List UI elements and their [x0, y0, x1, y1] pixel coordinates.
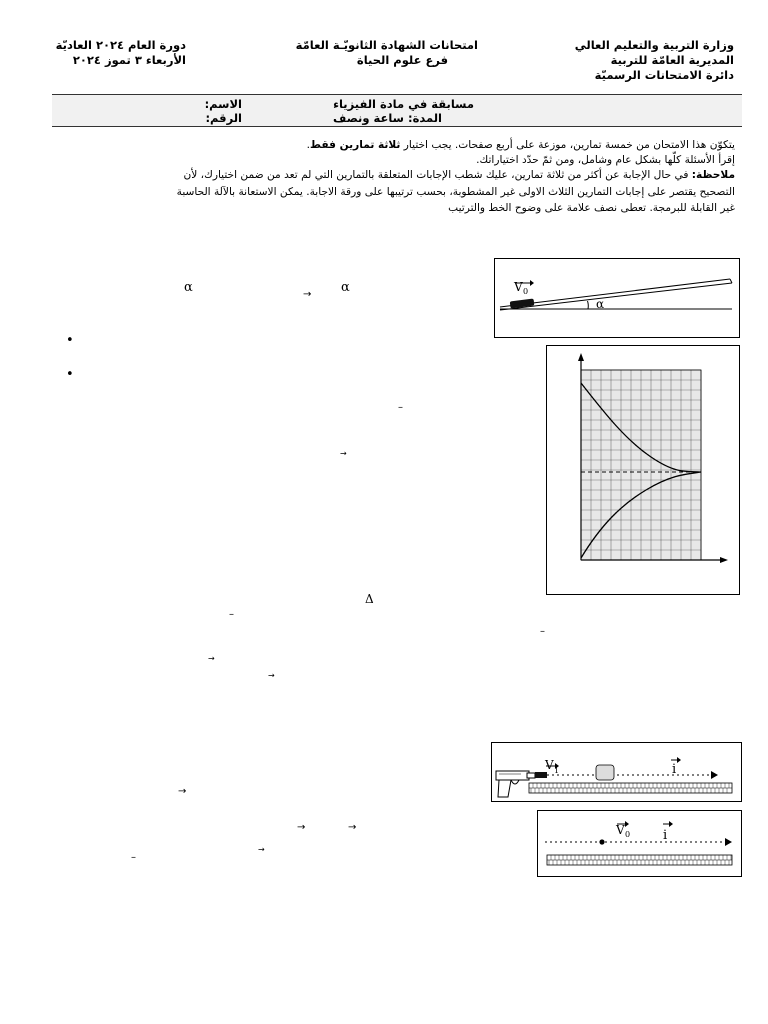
unit-vector-label: i — [663, 828, 668, 843]
point-floor-figure — [537, 810, 742, 877]
arrow-mark: → — [258, 845, 265, 854]
duration-label: المدة: ساعة ونصف — [333, 111, 442, 125]
header-department: دائرة الامتحانات الرسميّة — [594, 68, 734, 82]
velocity-subscript: 0 — [625, 830, 631, 839]
dash-mark: – — [131, 852, 136, 863]
floor-surface — [529, 783, 732, 793]
floor-surface — [547, 855, 732, 865]
unit-vector-label: i — [672, 762, 677, 777]
header-ministry: وزارة التربية والتعليم العالي — [574, 38, 734, 52]
bullet-point: • — [66, 333, 74, 348]
arrow-mark: → — [178, 786, 187, 797]
bullet-point: • — [66, 367, 74, 382]
arrow-mark: → — [297, 822, 306, 833]
header-session: دورة العام ٢٠٢٤ العاديّة — [55, 38, 186, 52]
gun-block-figure — [491, 742, 742, 802]
instruction-note: ملاحظة: في حال الإجابة عن أكثر من ثلاثة تمارين، عليك شطب الإجابات المتعلقة بالتمارين التي لم تعد من ضمن اختيارك، لأن — [183, 169, 735, 181]
number-label: الرقم: — [205, 111, 242, 125]
dash-mark: – — [398, 402, 403, 413]
alpha-symbol: α — [184, 280, 193, 295]
arrow-mark: → — [268, 671, 275, 680]
header-directorate: المديرية العامّة للتربية — [610, 53, 734, 67]
name-label: الاسم: — [204, 97, 242, 111]
arrow-mark: → — [208, 654, 215, 663]
incline-figure — [494, 258, 740, 338]
subject-label: مسابقة في مادة الفيزياء — [333, 97, 474, 111]
velocity-label: V — [545, 758, 554, 772]
graph-figure — [546, 345, 740, 595]
arrow-mark: → — [303, 289, 312, 300]
dash-mark: – — [540, 626, 545, 637]
dash-mark: – — [229, 609, 234, 620]
instruction-line-4: التصحيح يقتصر على إجابات التمارين الثلاث الاولى غير المشطوبة، بحسب ترتيبها على ورقة الاجابة. يمكن الاستعانة بالآلة الحاسبة — [176, 186, 735, 198]
note-label: ملاحظة: — [691, 169, 735, 181]
instruction-line-1: يتكوّن هذا الامتحان من خمسة تمارين، موزعة على أربع صفحات. يجب اختيار ثلاثة تمارين فقط. — [306, 139, 735, 151]
instruction-line-5: غير القابلة للبرمجة. تعطى نصف علامة على وضوح الخط والترتيب — [448, 202, 735, 214]
arrow-mark: → — [340, 449, 347, 458]
velocity-label: V — [616, 823, 625, 837]
delta-symbol: Δ — [365, 592, 374, 606]
angle-label: α — [596, 297, 605, 311]
velocity-subscript: 0 — [523, 287, 529, 296]
exam-info-band — [52, 94, 742, 127]
alpha-symbol: α — [341, 280, 350, 295]
instruction-line-2: إقرأ الأسئلة كلّها بشكل عام وشامل، ومن ثمّ حدّد اختياراتك. — [476, 154, 735, 166]
velocity-label: V — [514, 280, 523, 294]
header-date: الأربعاء ٣ تموز ٢٠٢٤ — [72, 53, 186, 67]
velocity-subscript: 1 — [554, 766, 560, 775]
header-branch: فرع علوم الحياة — [356, 53, 448, 67]
header-exam-title: امتحانات الشهادة الثانويّـة العامّة — [295, 38, 478, 52]
arrow-mark: → — [348, 822, 357, 833]
